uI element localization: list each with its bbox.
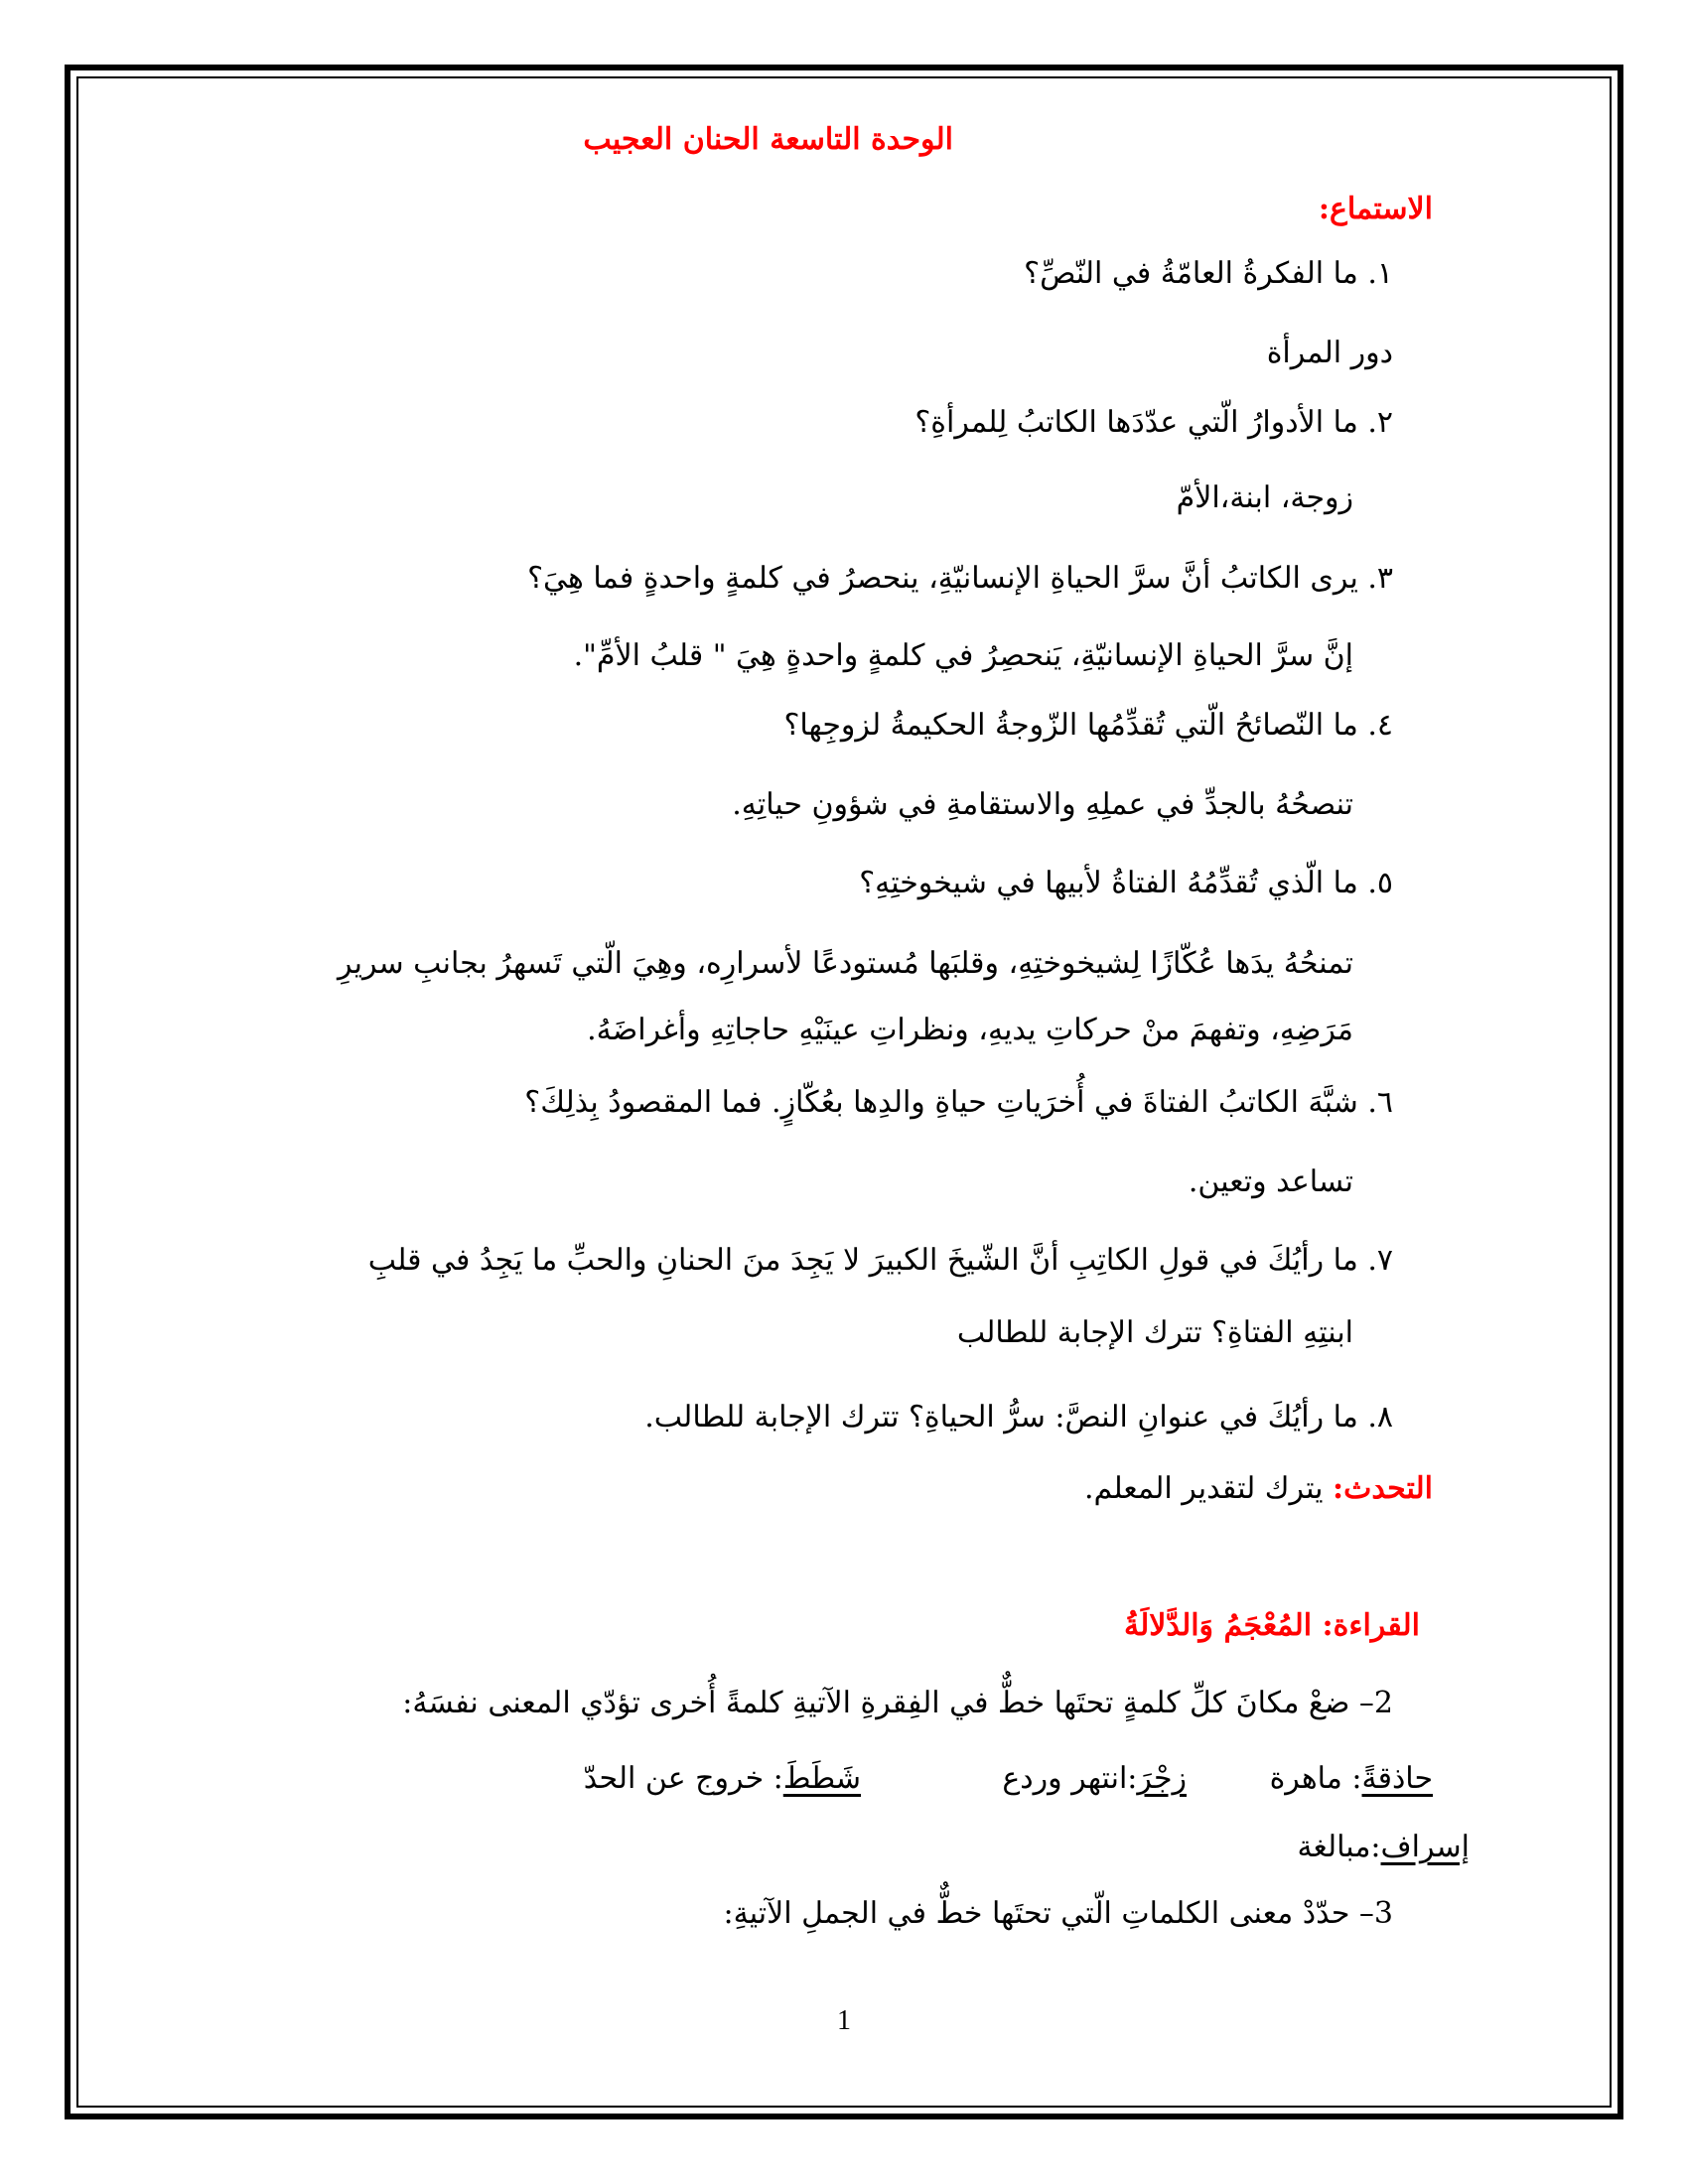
underlined-word: حاذقةً xyxy=(1361,1761,1433,1796)
answer-5-line-2: مَرَضِهِ، وتفهمَ منْ حركاتِ يديهِ، ونظراتِ عينَيْهِ حاجاتِهِ وأغراضَهُ. xyxy=(587,1013,1353,1047)
answer-6: تساعد وتعين. xyxy=(1188,1164,1353,1199)
word-meaning: : ماهرة xyxy=(1269,1761,1362,1796)
underlined-word: شَطَطَ xyxy=(782,1761,861,1796)
underlined-word: إسراف xyxy=(1380,1830,1470,1864)
question-1: ١. ما الفكرةُ العامّةُ في النّصِّ؟ xyxy=(1024,256,1393,291)
answer-3: إنَّ سرَّ الحياةِ الإنسانيّةِ، يَنحصِرُ في كلمةٍ واحدةٍ هِيَ " قلبُ الأمِّ". xyxy=(573,638,1353,673)
reading-question-3: 3– حدّدْ معنى الكلماتِ الّتي تحتَها خطٌّ في الجملِ الآتيةِ: xyxy=(723,1896,1393,1931)
question-2: ٢. ما الأدوارُ الّتي عدّدَها الكاتبُ لِلمرأةِ؟ xyxy=(914,405,1393,440)
question-3: ٣. يرى الكاتبُ أنَّ سرَّ الحياةِ الإنسانيّةِ، ينحصرُ في كلمةٍ واحدةٍ فما هِيَ؟ xyxy=(527,561,1393,596)
answer-1: دور المرأة xyxy=(1266,336,1393,370)
listening-heading: الاستماع: xyxy=(1318,192,1433,226)
reading-heading: القراءة: المُعْجَمُ وَالدَّلالَةُ xyxy=(1124,1608,1420,1643)
word-pair-3 xyxy=(584,1761,861,1797)
question-4: ٤. ما النّصائحُ الّتي تُقدِّمُها الزّوجةُ الحكيمةُ لزوجِها؟ xyxy=(783,708,1393,743)
answer-2: زوجة، ابنة،الأمّ xyxy=(1176,480,1353,515)
question-5: ٥. ما الّذي تُقدِّمُهُ الفتاةُ لأبيها في شيخوختِهِ؟ xyxy=(859,866,1393,900)
word-pair-1 xyxy=(1270,1761,1433,1797)
speaking-line xyxy=(1084,1471,1433,1507)
speaking-heading: التحدث: xyxy=(1333,1471,1433,1506)
word-meaning: :انتهر وردع xyxy=(1002,1761,1138,1796)
page-number: 1 xyxy=(837,2005,851,2036)
question-7-line-2: ابنتِهِ الفتاةِ؟ تترك الإجابة للطالب xyxy=(956,1315,1353,1350)
question-7-line-1: ٧. ما رأيُكَ في قولِ الكاتِبِ أنَّ الشّيخَ الكبيرَ لا يَجِدَ منَ الحنانِ والحبِّ ما يَجِدُ في قلبِ xyxy=(367,1243,1393,1278)
unit-title: الوحدة التاسعة الحنان العجيب xyxy=(583,122,953,157)
question-8: ٨. ما رأيُكَ في عنوانِ النصَّ: سرُّ الحياةِ؟ تترك الإجابة للطالب. xyxy=(644,1400,1393,1434)
question-6: ٦. شبَّهَ الكاتبُ الفتاةَ في أُخرَياتِ حياةِ والدِها بعُكّازٍ. فما المقصودُ بِذلِكَ؟ xyxy=(524,1085,1393,1120)
answer-4: تنصحُهُ بالجدِّ في عملِهِ والاستقامةِ في شؤونِ حياتِهِ. xyxy=(732,787,1353,822)
reading-question-2: 2– ضعْ مكانَ كلِّ كلمةٍ تحتَها خطٌّ في الفِقرةِ الآتيةِ كلمةً أُخرى تؤدّي المعنى نفسَهُ: xyxy=(402,1686,1393,1720)
word-meaning: :مبالغة xyxy=(1297,1830,1381,1864)
word-pair-2 xyxy=(1002,1761,1187,1797)
underlined-word: زجْرَ xyxy=(1137,1761,1187,1796)
answer-5-line-1: تمنحُهُ يدَها عُكّازًا لِشيخوختِهِ، وقلبَها مُستودعًا لأسرارِه، وهِيَ الّتي تَسهرُ بجانبِ سريرِ xyxy=(338,946,1353,981)
word-pair-4 xyxy=(1297,1830,1470,1865)
word-meaning: : خروج عن الحدّ xyxy=(583,1761,783,1796)
speaking-text: يترك لتقدير المعلم. xyxy=(1083,1471,1324,1506)
